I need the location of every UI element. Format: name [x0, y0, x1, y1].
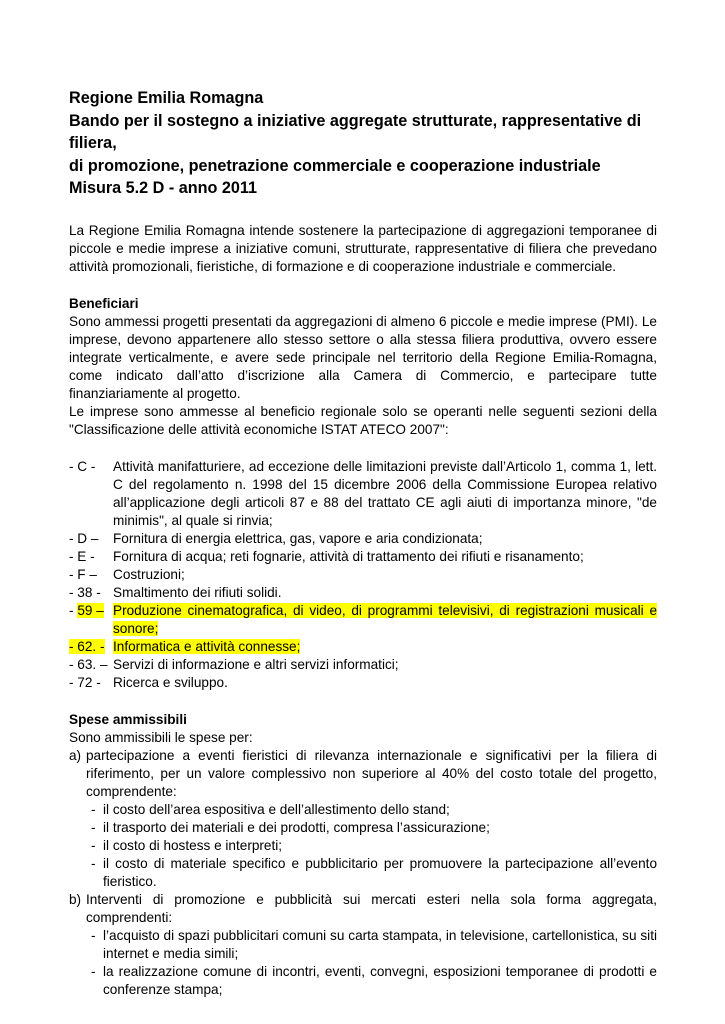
sub-item-text: l’acquisto di spazi pubblicitari comuni su carta stampata, in televisione, cartellonistica, su siti internet e media simili;: [103, 927, 657, 961]
section-description: Fornitura di energia elettrica, gas, vapore e aria condizionata;: [113, 530, 483, 546]
document-title: [69, 87, 657, 200]
section-code: - C -: [69, 458, 96, 474]
sub-item-text: il trasporto dei materiali e dei prodotti, compresa l’assicurazione;: [103, 819, 490, 835]
section-code: - D –: [69, 530, 99, 546]
sub-item: - il costo dell’area espositiva e dell’allestimento dello stand;: [86, 801, 657, 819]
sub-item: - il costo di materiale specifico e pubblicitario per promuovere la partecipazione all’evento fieristico.: [91, 855, 657, 889]
list-item: [69, 747, 657, 891]
list-item: [69, 530, 657, 548]
highlighted-text: Produzione cinematografica, di video, di programmi televisivi, di registrazioni musicali e sonore;: [113, 602, 657, 636]
list-item: [69, 548, 657, 566]
list-item: [69, 891, 657, 999]
section-description: Costruzioni;: [113, 566, 185, 582]
sub-item: - il trasporto dei materiali e dei prodotti, compresa l’assicurazione;: [86, 819, 657, 837]
section-code: - 63. –: [69, 656, 108, 672]
list-letter: b): [69, 891, 82, 907]
section-code: - E -: [69, 548, 95, 564]
section-description: Servizi di informazione e altri servizi informatici;: [113, 656, 399, 672]
section-code: - F –: [69, 566, 97, 582]
list-item: [69, 674, 657, 692]
highlighted-code: 59 –: [77, 602, 104, 618]
list-letter: a): [69, 747, 82, 763]
title-line: di promozione, penetrazione commerciale e cooperazione industriale: [69, 156, 601, 175]
title-line: Misura 5.2 D - anno 2011: [69, 179, 258, 197]
list-item: [69, 458, 657, 530]
intro-paragraph: La Regione Emilia Romagna intende sostenere la partecipazione di aggregazioni temporanee di piccole e medie imprese a iniziative comuni, strutturate, rappresentative di filiera che prevedano attività promozionali, fieristiche, di formazione e di cooperazione industriale e commerciale.: [69, 222, 657, 274]
beneficiari-paragraph: Sono ammessi progetti presentati da aggregazioni di almeno 6 piccole e medie imprese (PMI). Le imprese, devono appartenere allo stesso settore o alla stessa filiera produttiva, ovvero essere integrate verticalmente, e avere sede principale nel territorio della Regione Emilia-Romagna, come indicato dall’atto d’iscrizione alla Camera di Commercio, e partecipare tutte finanziariamente al progetto.: [69, 313, 657, 401]
sub-item-text: il costo di hostess e interpreti;: [103, 837, 283, 853]
beneficiari-paragraph: Le imprese sono ammesse al beneficio regionale solo se operanti nelle seguenti sezioni della "Classificazione delle attività economiche ISTAT ATECO 2007":: [69, 403, 657, 437]
beneficiari-heading: Beneficiari: [69, 295, 139, 311]
highlighted-text: Informatica e attività connesse;: [113, 638, 301, 654]
sub-item-text: la realizzazione comune di incontri, eventi, convegni, esposizioni temporanee di prodotti e conferenze stampa;: [103, 963, 657, 997]
sub-item-text: il costo di materiale specifico e pubblicitario per promuovere la partecipazione all’evento fieristico.: [103, 855, 657, 889]
list-item: [69, 566, 657, 584]
section-description: Attività manifatturiere, ad eccezione delle limitazioni previste dall’Articolo 1, comma 1, lett. C del regolamento n. 1998 del 15 dicembre 2006 della Commissione Europea relativo all’applicazione degli articoli 87 e 88 del trattato CE agli aiuti di importanza minore, "de minimis", al quale si rinvia;: [113, 458, 657, 528]
title-line: Regione Emilia Romagna: [69, 89, 264, 107]
list-item-highlighted: [69, 638, 657, 656]
spese-heading: Spese ammissibili: [69, 711, 187, 727]
highlighted-code: - 62. -: [69, 638, 105, 654]
list-item: [69, 584, 657, 602]
sub-item: - l’acquisto di spazi pubblicitari comuni su carta stampata, in televisione, cartellonistica, su siti internet e media simili;: [91, 927, 657, 961]
list-item: [69, 656, 657, 674]
sub-item: - il costo di hostess e interpreti;: [86, 837, 657, 855]
list-item-highlighted: [69, 602, 657, 638]
section-description: Fornitura di acqua; reti fognarie, attività di trattamento dei rifiuti e risanamento;: [113, 548, 584, 564]
list-item-text: partecipazione a eventi fieristici di rilevanza internazionale e significativi per la filiera di riferimento, per un valore complessivo non superiore al 40% del costo totale del progetto, comprendente:: [86, 747, 657, 799]
section-description: Ricerca e sviluppo.: [113, 674, 228, 690]
section-code: - 59 –: [69, 602, 104, 618]
ateco-sections-list: [69, 458, 657, 692]
list-item-text: Interventi di promozione e pubblicità sui mercati esteri nella sola forma aggregata, comprendenti:: [86, 891, 657, 925]
section-description: [113, 602, 657, 638]
section-code: - 72 -: [69, 674, 101, 690]
sub-item-text: il costo dell’area espositiva e dell’allestimento dello stand;: [103, 801, 450, 817]
section-code: [69, 638, 113, 656]
section-code: - 38 -: [69, 584, 101, 600]
title-line: Bando per il sostegno a iniziative aggregate strutturate, rappresentative di filiera,: [69, 111, 642, 152]
section-description: [113, 638, 657, 656]
sub-item: - la realizzazione comune di incontri, eventi, convegni, esposizioni temporanee di prodotti e conferenze stampa;: [91, 963, 657, 997]
spese-intro: Sono ammissibili le spese per:: [69, 729, 253, 745]
section-description: Smaltimento dei rifiuti solidi.: [113, 584, 282, 600]
